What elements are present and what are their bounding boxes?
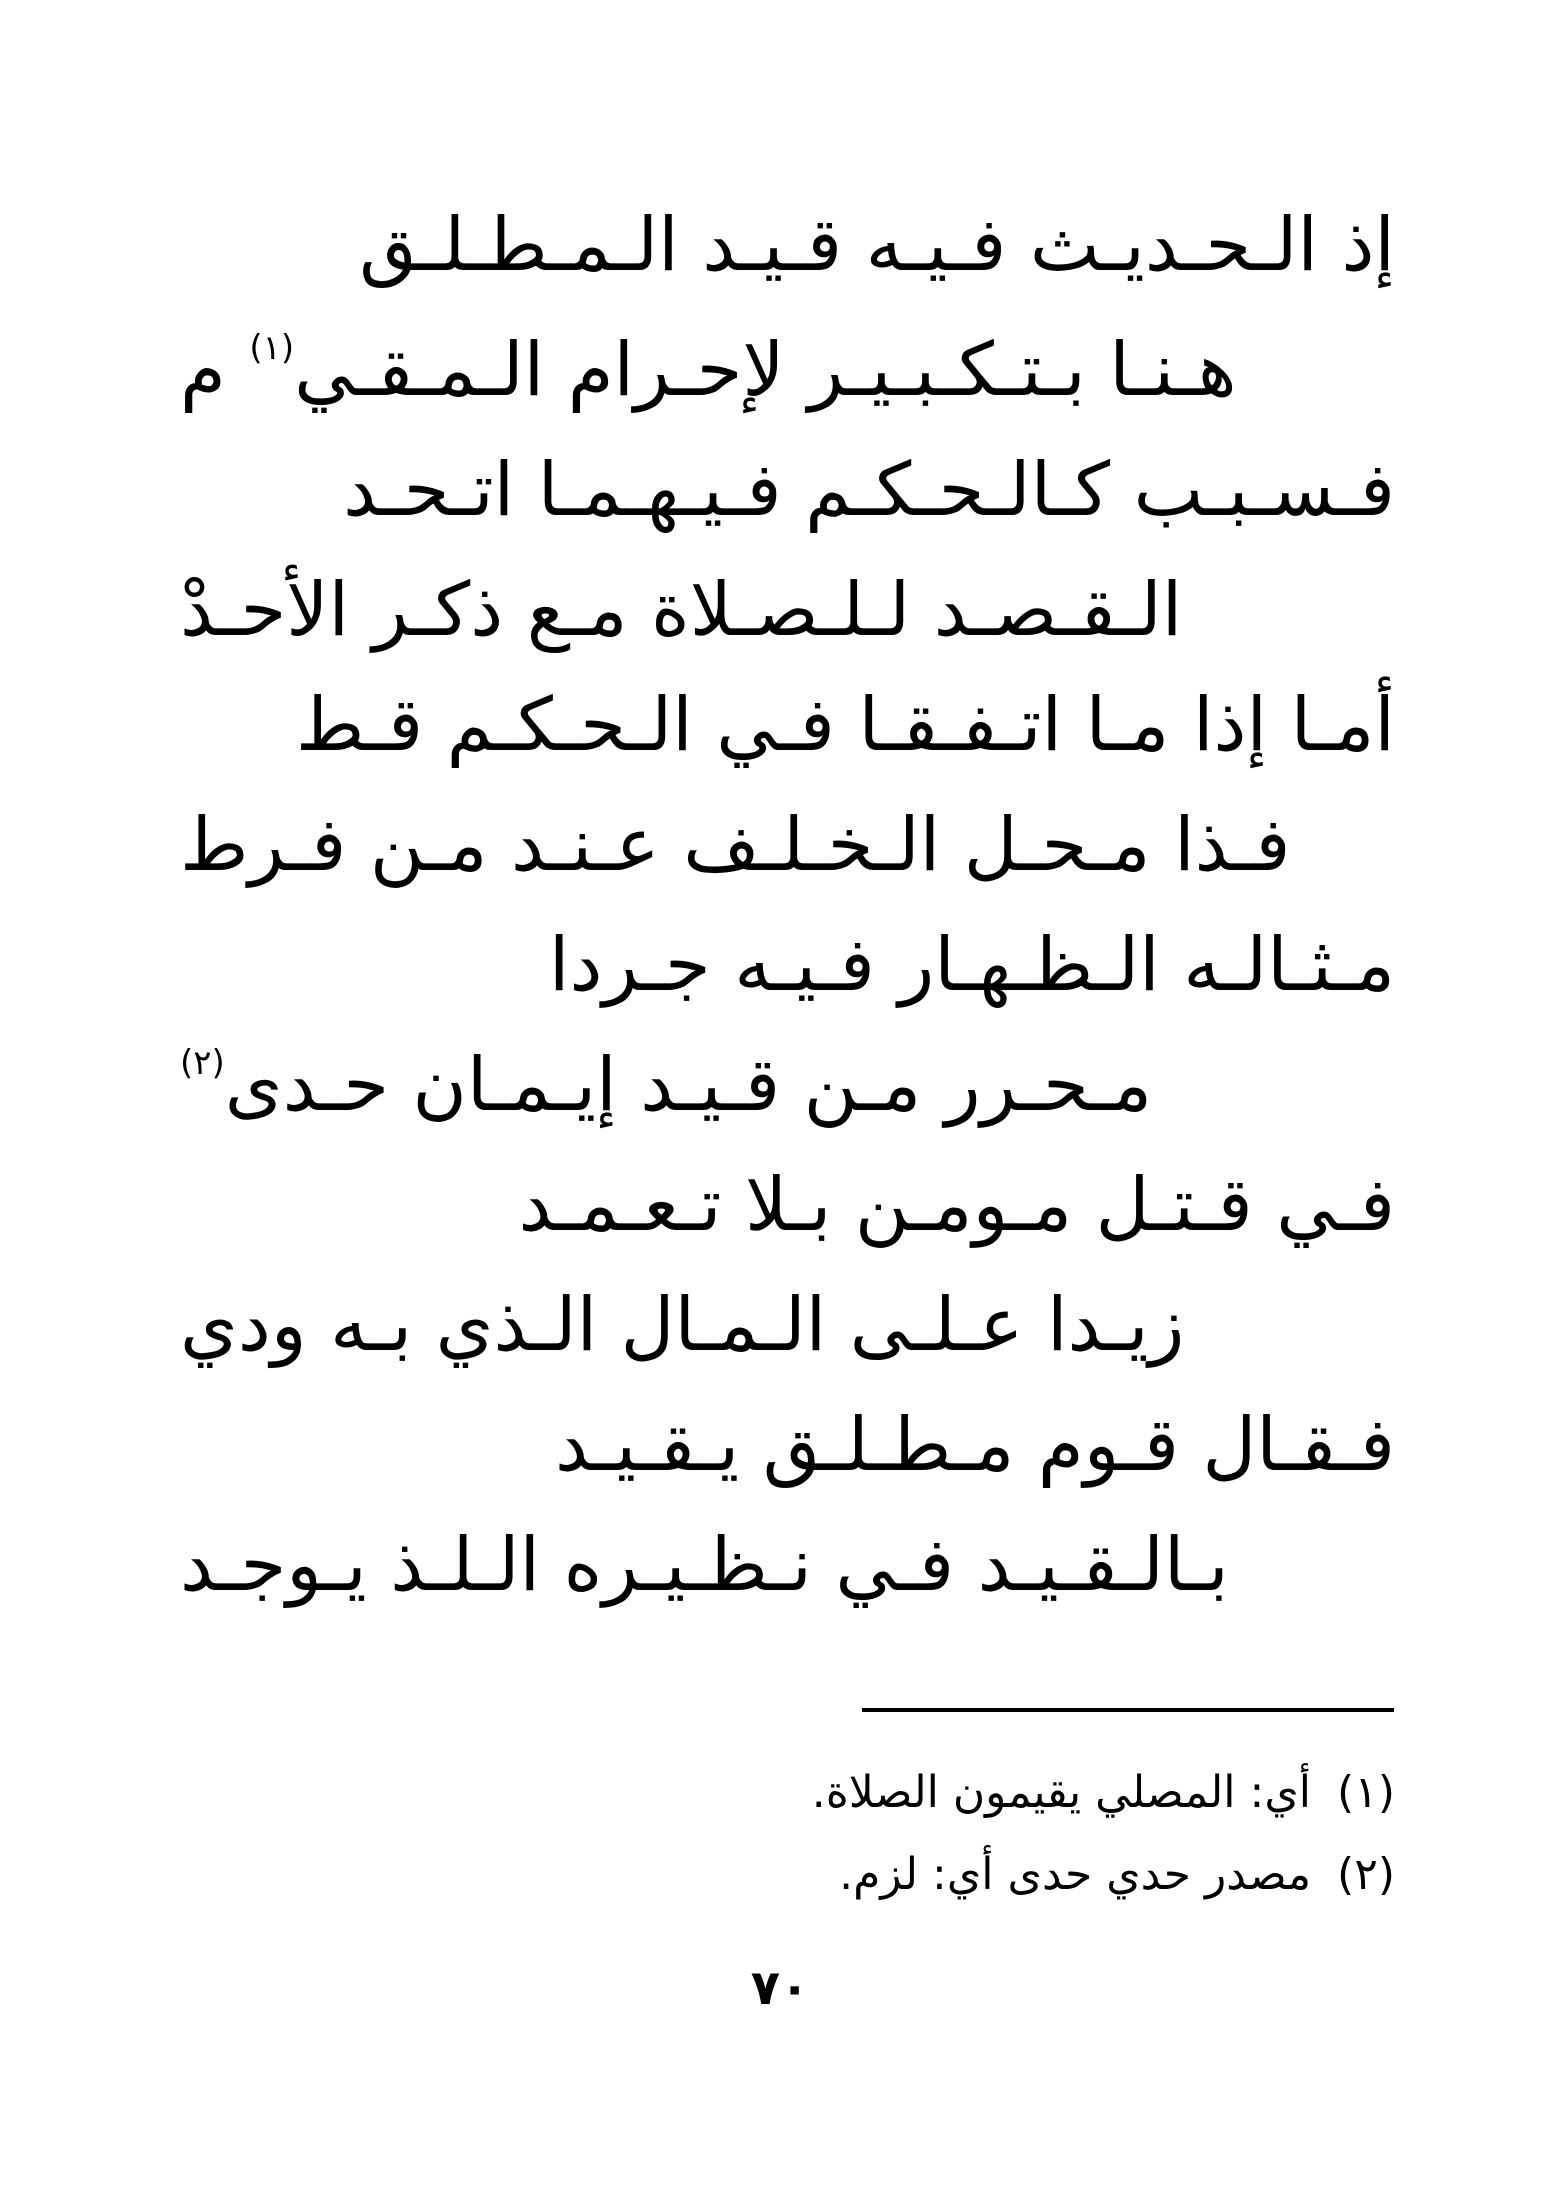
verse-text: إذ الـحـديـث فـيـه قـيـد الـمـطـلـق: [359, 202, 1395, 288]
verse-line-8: [180, 1025, 1380, 1145]
footnote-marker-2[interactable]: (٢): [180, 1043, 225, 1083]
verse-text: مـثـالـه الـظـهـار فـيـه جـردا: [548, 922, 1395, 1008]
verse-line-6: [180, 785, 1380, 905]
verse-text: هـنـا بـتـكـبـيـر لإحـرام الـمـقـي: [294, 327, 1237, 413]
footnote-separator: [862, 1708, 1394, 1712]
verse-line-2: [180, 310, 1380, 430]
verse-text: أمـا إذا مـا اتـفـقـا فـي الـحـكـم قـط: [295, 682, 1395, 768]
footnote-number: (١): [1337, 1767, 1395, 1818]
verse-line-12: [180, 1505, 1380, 1625]
verse-text: الـقـصـد لـلـصـلاة مـع ذكـر الأحـدْ: [180, 567, 1183, 653]
footnote-text: مصدر حدي حدى أي: لزم.: [839, 1849, 1312, 1900]
verse-line-3: [155, 430, 1395, 550]
verse-line-7: [155, 905, 1395, 1025]
verse-line-4: [180, 550, 1380, 670]
verse-text: بـالـقـيـد فـي نـظـيـره الـلـذ يـوجـد: [180, 1522, 1229, 1608]
verse-text: زيـدا عـلـى الـمـال الـذي بـه ودي: [180, 1282, 1185, 1368]
footnote-number: (٢): [1337, 1849, 1395, 1900]
verse-text: مـحـرر مـن قـيـد إيـمـان حـدى: [224, 1042, 1153, 1128]
verse-text: فـسـبـب كـالـحـكـم فـيـهـمـا اتـحـد: [343, 447, 1395, 533]
verse-text-tail: م: [180, 327, 250, 413]
verse-text: فـقـال قـوم مـطـلـق يـقـيـد: [555, 1402, 1395, 1488]
footnote-1: [495, 1758, 1395, 1828]
verse-line-5: [155, 665, 1395, 785]
footnote-2: [495, 1840, 1395, 1910]
footnote-marker-1[interactable]: (١): [249, 328, 295, 368]
footnote-text: أي: المصلي يقيمون الصلاة.: [811, 1767, 1312, 1818]
page-number: ٧٠: [750, 1960, 810, 2016]
verse-line-9: [155, 1145, 1395, 1265]
verse-text: فـي قـتـل مـومـن بـلا تـعـمـد: [518, 1162, 1395, 1248]
verse-line-11: [155, 1385, 1395, 1505]
verse-line-1: [155, 185, 1395, 305]
verse-line-10: [180, 1265, 1380, 1385]
verse-text: فـذا مـحـل الـخـلـف عـنـد مـن فـرط: [180, 802, 1291, 888]
